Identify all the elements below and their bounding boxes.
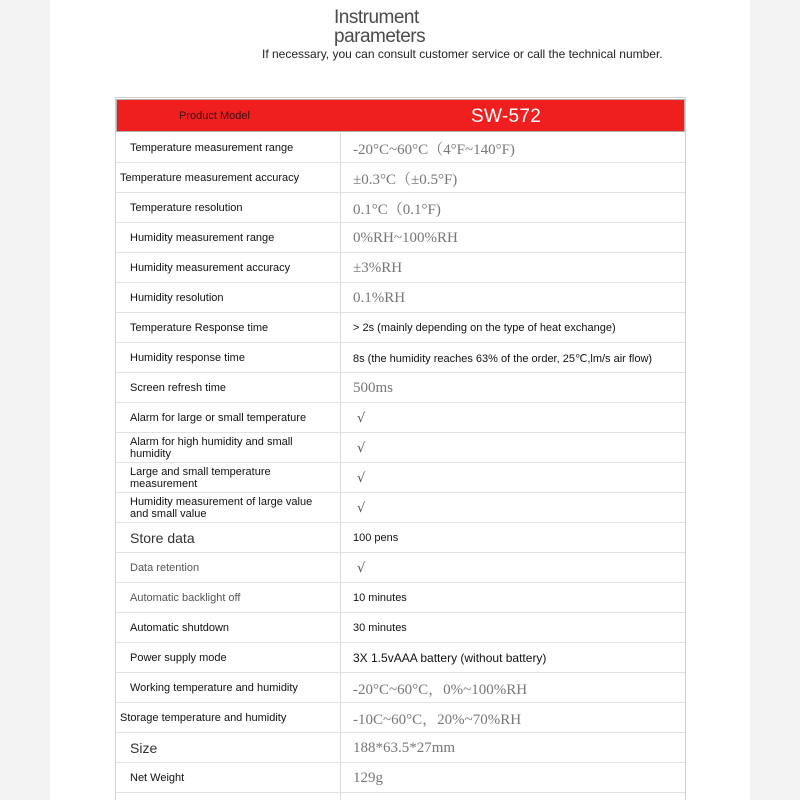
param-label: Store data (130, 530, 195, 546)
param-label: Data retention (130, 562, 200, 574)
param-value: 8s (the humidity reaches 63% of the order, 25℃,lm/s air flow) (353, 352, 653, 365)
table-row (116, 163, 685, 193)
param-label: Screen refresh time (130, 382, 226, 394)
check-mark: √ (357, 440, 366, 456)
param-label: Alarm for large or small temperature (130, 412, 307, 424)
param-value: -20°C~60°C，0%~100%RH (353, 681, 528, 698)
table-row (116, 373, 685, 403)
param-value: 0%RH~100%RH (353, 229, 458, 246)
param-label: Power supply mode (130, 652, 227, 664)
param-label: Storage temperature and humidity (120, 712, 287, 724)
param-value: -20°C~60°C（4°F~140°F) (353, 141, 515, 158)
param-value: > 2s (mainly depending on the type of heat exchange) (353, 322, 616, 334)
param-label: Humidity resolution (130, 292, 224, 304)
param-label: Alarm for high humidity and small humidity (130, 436, 293, 460)
check-mark: √ (357, 410, 366, 426)
param-label: Humidity measurement of large value and small value (130, 496, 313, 520)
page-subtitle: If necessary, you can consult customer service or call the technical number. (262, 47, 663, 61)
param-label: Humidity measurement range (130, 232, 275, 244)
param-label: Temperature resolution (130, 202, 243, 214)
title-line-2: parameters (334, 26, 426, 47)
table-row (116, 343, 685, 373)
table-row (116, 613, 685, 643)
table-row (116, 703, 685, 733)
table-row (116, 223, 685, 253)
param-label: Large and small temperature measurement (130, 466, 271, 490)
param-value: ±3%RH (353, 259, 403, 276)
param-label: Temperature measurement accuracy (120, 172, 300, 184)
param-label: Humidity response time (130, 352, 245, 364)
check-mark: √ (357, 500, 366, 516)
param-label: Temperature measurement range (130, 142, 294, 154)
param-value: 100 pens (353, 532, 399, 544)
param-value: 30 minutes (353, 622, 407, 634)
param-label: Humidity measurement accuracy (130, 262, 291, 274)
param-label: Automatic backlight off (130, 592, 241, 604)
table-row (116, 193, 685, 223)
param-value: 500ms (353, 379, 394, 396)
param-value: 3X 1.5vAAA battery (without battery) (353, 651, 547, 665)
page-title (334, 8, 494, 46)
table-row (116, 523, 685, 553)
table-row (116, 463, 685, 493)
param-label: Temperature Response time (130, 322, 269, 334)
table-row (116, 763, 685, 793)
parameters-table (115, 97, 686, 800)
table-row (116, 733, 685, 763)
table-row (116, 403, 685, 433)
param-value: 129g (353, 769, 383, 786)
param-label: Working temperature and humidity (130, 682, 298, 694)
table-row (116, 133, 685, 163)
param-value: 188*63.5*27mm (353, 739, 456, 756)
param-label: Automatic shutdown (130, 622, 230, 634)
param-value: 0.1°C（0.1°F) (353, 201, 441, 218)
param-value: 10 minutes (353, 592, 407, 604)
table-row (116, 313, 685, 343)
param-label: Net Weight (130, 772, 185, 784)
left-margin-band (0, 0, 50, 800)
table-row (116, 643, 685, 673)
table-row (116, 673, 685, 703)
check-mark: √ (357, 470, 366, 486)
table-row (116, 553, 685, 583)
param-value: ±0.3°C（±0.5°F) (353, 171, 458, 188)
table-row (116, 433, 685, 463)
param-value: 0.1%RH (353, 289, 406, 306)
table-row (116, 283, 685, 313)
title-line-1: Instrument (334, 7, 419, 28)
right-margin-band (750, 0, 800, 800)
param-value: -10C~60°C，20%~70%RH (353, 711, 522, 728)
table-row (116, 583, 685, 613)
product-model-label: Product Model (179, 110, 250, 122)
table-row (116, 493, 685, 523)
product-model-value: SW-572 (471, 106, 542, 127)
table-row (116, 253, 685, 283)
table-header-row (116, 99, 685, 132)
param-label: Size (130, 740, 158, 756)
table-body (116, 133, 685, 793)
check-mark: √ (357, 560, 366, 576)
